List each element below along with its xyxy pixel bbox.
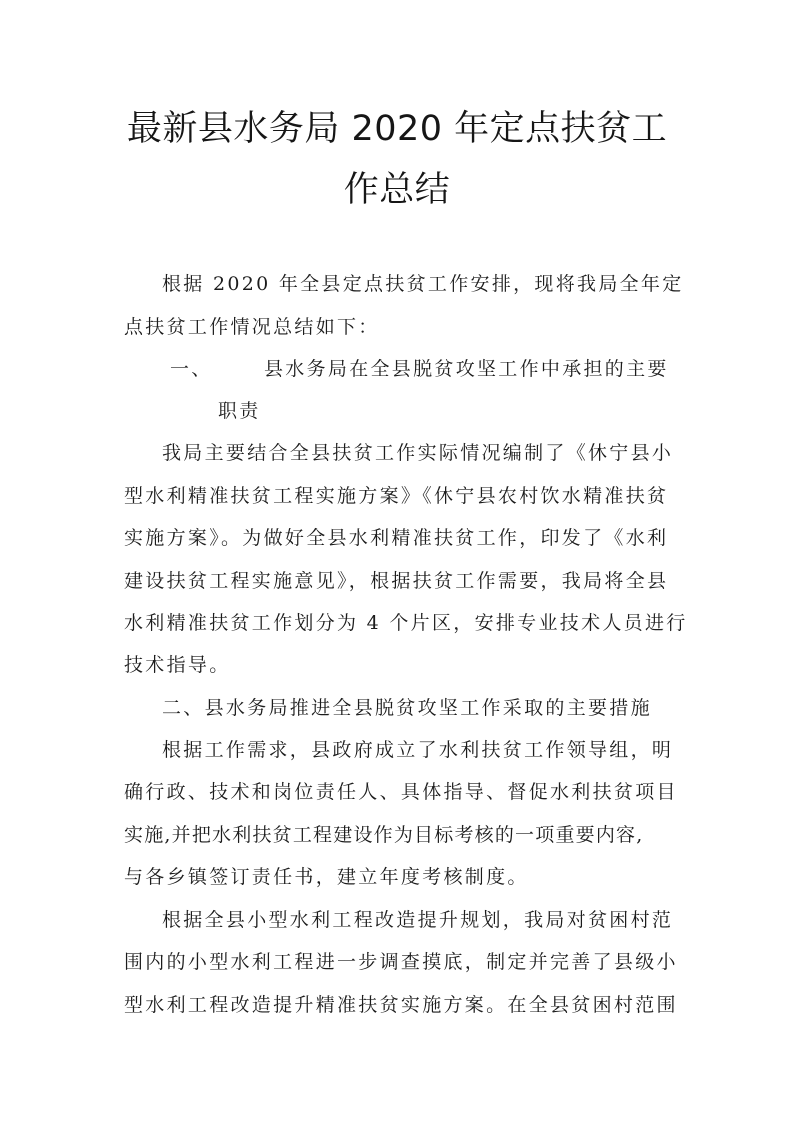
- section-1-heading-line-2: 职责: [218, 400, 261, 422]
- paragraph-1-line-3: 实施方案》。为做好全县水利精准扶贫工作，印发了《水利: [124, 527, 669, 549]
- paragraph-3-line-3: 型水利工程改造提升精准扶贫实施方案。在全县贫困村范围: [124, 994, 678, 1016]
- intro-line-1: 根据 2020 年全县定点扶贫工作安排，现将我局全年定: [162, 273, 684, 295]
- section-2-heading: 二、县水务局推进全县脱贫攻坚工作采取的主要措施: [162, 697, 652, 719]
- section-1-heading-line-1: 县水务局在全县脱贫攻坚工作中承担的主要: [264, 358, 669, 380]
- paragraph-2-line-3: 实施,并把水利扶贫工程建设作为目标考核的一项重要内容,: [124, 824, 644, 846]
- paragraph-1-line-5: 水利精准扶贫工作划分为 4 个片区，安排专业技术人员进行: [124, 612, 688, 634]
- paragraph-1-line-1: 我局主要结合全县扶贫工作实际情况编制了《休宁县小: [162, 442, 674, 464]
- paragraph-2-line-2: 确行政、技术和岗位责任人、具体指导、督促水利扶贫项目: [124, 781, 678, 803]
- paragraph-3-line-1: 根据全县小型水利工程改造提升规划，我局对贫困村范: [162, 909, 674, 931]
- document-title-line-1: 最新县水务局 2020 年定点扶贫工: [126, 109, 668, 149]
- paragraph-3-line-2: 围内的小型水利工程进一步调查摸底，制定并完善了县级小: [124, 951, 678, 973]
- document-title-line-2: 作总结: [343, 170, 451, 210]
- section-1-number: 一、: [170, 358, 213, 380]
- paragraph-1-line-2: 型水利精准扶贫工程实施方案》《休宁县农村饮水精准扶贫: [124, 485, 669, 507]
- paragraph-2-line-1: 根据工作需求，县政府成立了水利扶贫工作领导组，明: [162, 739, 674, 761]
- paragraph-1-line-4: 建设扶贫工程实施意见》，根据扶贫工作需要，我局将全县: [124, 570, 669, 592]
- intro-line-2: 点扶贫工作情况总结如下：: [124, 316, 380, 338]
- paragraph-1-line-6: 技术指导。: [124, 654, 231, 676]
- paragraph-2-line-4: 与各乡镇签订责任书，建立年度考核制度。: [124, 866, 529, 888]
